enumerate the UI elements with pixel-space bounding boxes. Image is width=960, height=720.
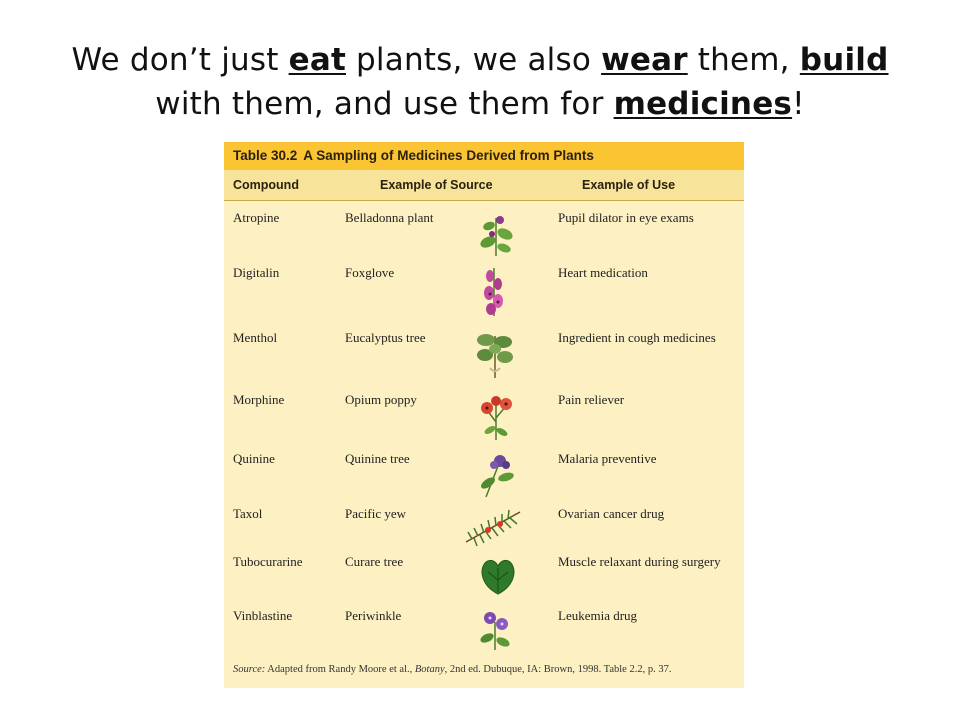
column-compound: Compound — [233, 178, 299, 192]
keyword-build: build — [799, 42, 889, 78]
table-number: Table 30.2 — [233, 148, 298, 163]
source-cell: Pacific yew — [345, 506, 407, 521]
use-cell: Muscle relaxant during surgery — [558, 554, 721, 569]
heading-text: plants, we also — [346, 42, 602, 78]
table-source-note — [233, 664, 671, 675]
quinine-tree-icon — [478, 451, 516, 497]
keyword-medicines: medicines — [613, 86, 793, 122]
foxglove-icon — [479, 266, 509, 316]
source-cell: Periwinkle — [345, 608, 402, 623]
keyword-eat: eat — [288, 42, 346, 78]
source-cell: Belladonna plant — [345, 210, 434, 225]
use-cell: Pain reliever — [558, 392, 625, 407]
curare-leaf-icon — [478, 556, 518, 596]
source-cell: Foxglove — [345, 265, 395, 280]
compound-cell: Morphine — [233, 392, 285, 407]
heading-text: We don’t just — [71, 42, 289, 78]
use-cell: Leukemia drug — [558, 608, 638, 623]
source-text: , 2nd ed. Dubuque, IA: Brown, 1998. Table 2.2, p. 37. — [444, 664, 672, 675]
keyword-wear: wear — [601, 42, 688, 78]
belladonna-icon — [478, 212, 514, 256]
compound-cell: Quinine — [233, 451, 275, 466]
source-cell: Quinine tree — [345, 451, 410, 466]
heading-line-2 — [0, 82, 960, 126]
source-cell: Eucalyptus tree — [345, 330, 426, 345]
compound-cell: Menthol — [233, 330, 278, 345]
use-cell: Pupil dilator in eye exams — [558, 210, 694, 225]
heading-line-1 — [0, 38, 960, 82]
compound-cell: Tubocurarine — [233, 554, 303, 569]
use-cell: Malaria preventive — [558, 451, 657, 466]
slide-heading — [0, 38, 960, 126]
heading-text: them, — [687, 42, 800, 78]
table-column-header — [224, 170, 744, 201]
table-title-bar — [224, 142, 744, 170]
source-book-title: Botany — [414, 664, 445, 675]
use-cell: Ovarian cancer drug — [558, 506, 665, 521]
poppy-icon — [478, 392, 514, 440]
compound-cell: Taxol — [233, 506, 263, 521]
compound-cell: Digitalin — [233, 265, 280, 280]
use-cell: Ingredient in cough medicines — [558, 330, 716, 345]
compound-cell: Vinblastine — [233, 608, 293, 623]
pacific-yew-icon — [464, 506, 522, 548]
source-text: Adapted from Randy Moore et al., — [265, 664, 415, 675]
eucalyptus-icon — [476, 328, 514, 378]
source-cell: Opium poppy — [345, 392, 417, 407]
source-cell: Curare tree — [345, 554, 404, 569]
source-label: Source: — [233, 664, 266, 675]
compound-cell: Atropine — [233, 210, 280, 225]
heading-text: with them, and use them for — [155, 86, 614, 122]
heading-text: ! — [792, 86, 805, 122]
medicines-table — [224, 142, 744, 688]
column-use: Example of Use — [582, 178, 676, 192]
use-cell: Heart medication — [558, 265, 648, 280]
column-source: Example of Source — [380, 178, 493, 192]
periwinkle-icon — [478, 608, 512, 650]
table-title: A Sampling of Medicines Derived from Plants — [303, 148, 594, 163]
